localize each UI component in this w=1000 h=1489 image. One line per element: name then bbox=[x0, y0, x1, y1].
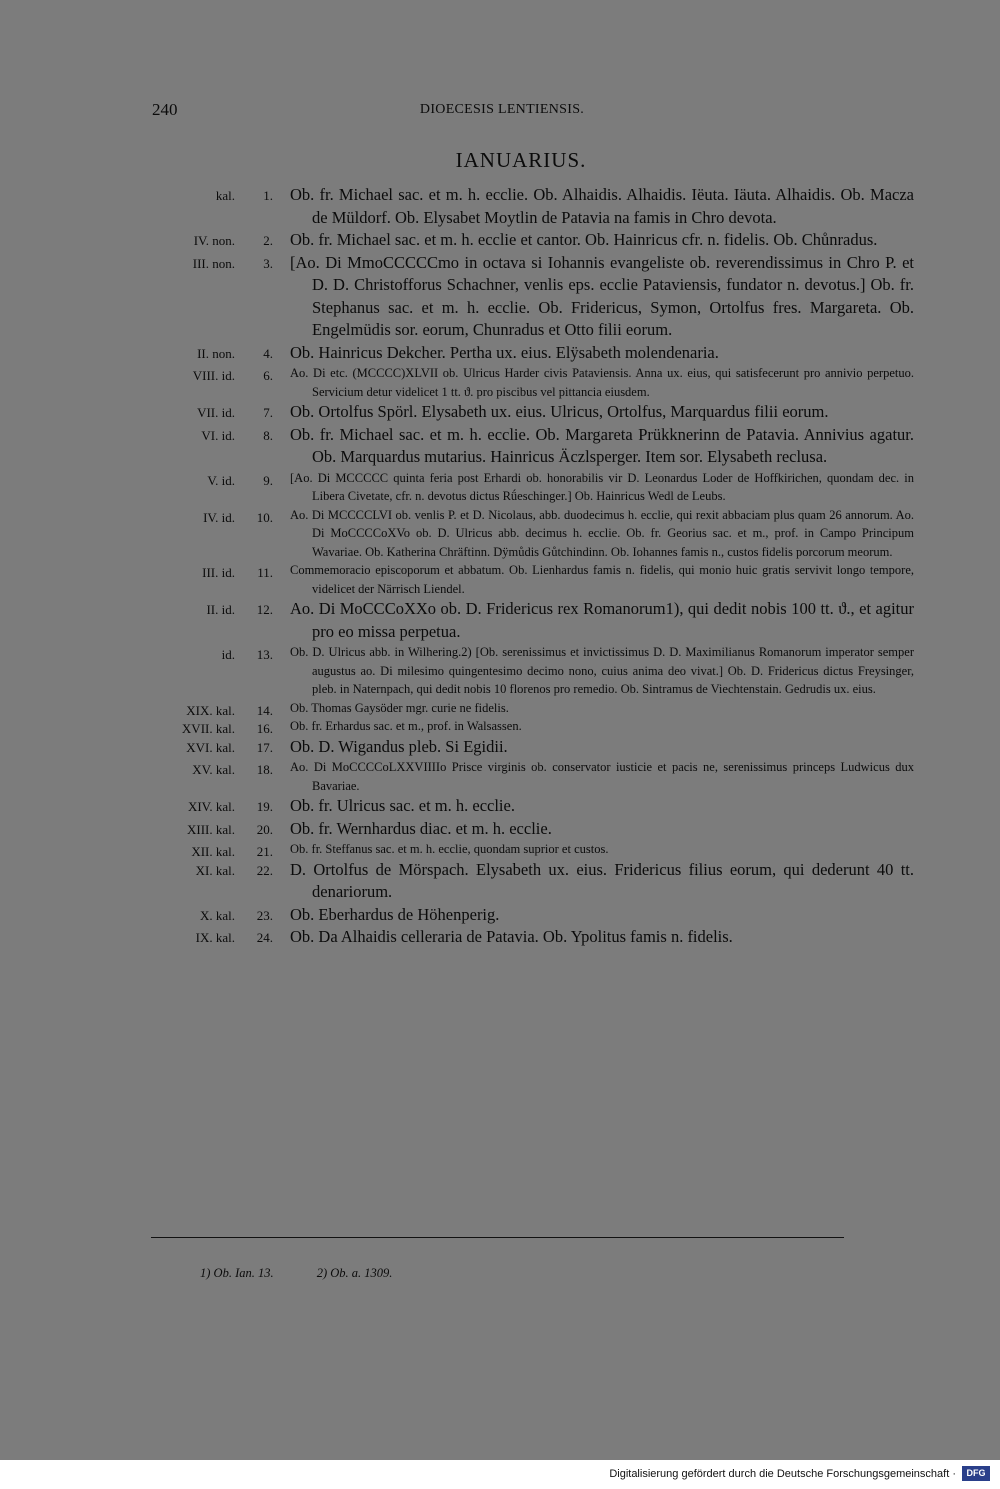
entry-date: X. kal. bbox=[199, 907, 235, 923]
entry-day-number: 18. bbox=[256, 762, 273, 777]
entry-day-number: 14. bbox=[256, 702, 273, 718]
entry-text: Ob. Eberhardus de Höhenperig. bbox=[290, 904, 500, 924]
entry-date: IV. non. bbox=[193, 233, 235, 248]
calendar-entry bbox=[0, 424, 1000, 469]
entry-date: XIV. kal. bbox=[187, 799, 235, 814]
calendar-entry bbox=[0, 229, 1000, 252]
running-title: DIOECESIS LENTIENSIS. bbox=[419, 102, 585, 117]
footnote-1: 1) Ob. Ian. 13. bbox=[200, 1266, 274, 1280]
entry-text: Ob. Thomas Gaysöder mgr. curie ne fidelis. bbox=[290, 700, 509, 715]
entry-date: VII. id. bbox=[197, 405, 235, 420]
month-title: IANUARIUS. bbox=[455, 148, 587, 172]
entry-text: Ob. fr. Erhardus sac. et m., prof. in Walsassen. bbox=[290, 719, 522, 733]
entry-day-number: 4. bbox=[263, 345, 273, 361]
entry-date: XI. kal. bbox=[195, 862, 235, 878]
entry-date: II. id. bbox=[206, 602, 235, 617]
entry-day-number: 6. bbox=[263, 368, 273, 383]
calendar-entry bbox=[0, 364, 1000, 401]
entry-day-number: 13. bbox=[256, 647, 273, 662]
entry-day-number: 10. bbox=[256, 509, 273, 525]
dfg-logo-icon[interactable]: DFG bbox=[962, 1466, 990, 1481]
entry-text: Ob. Ortolfus Spörl. Elysabeth ux. eius. Ulricus, Ortolfus, Marquardus filii eorum. bbox=[290, 402, 829, 421]
entry-day-number: 21. bbox=[256, 844, 273, 859]
entry-date: VI. id. bbox=[201, 427, 235, 443]
entry-day-number: 22. bbox=[256, 862, 273, 878]
entry-text: [Ao. Di MCCCCC quinta feria post Erhardi ob. honorabilis vir D. Leonardus Loder de Hoffkirichen, quondam dec. in Libera Civetate, cfr. n. devotus dictus Rǘeschinger.] Ob. Hainricus Wedl de Leubs. bbox=[290, 470, 914, 503]
entry-day-number: 3. bbox=[263, 255, 273, 271]
footnote-2: 2) Ob. a. 1309. bbox=[316, 1266, 393, 1280]
obituary-list bbox=[0, 184, 1000, 949]
entry-day-number: 19. bbox=[256, 799, 273, 814]
calendar-entry bbox=[0, 818, 1000, 841]
entry-day-number: 17. bbox=[256, 739, 273, 755]
calendar-entry bbox=[0, 506, 1000, 562]
funding-credit-link[interactable]: Digitalisierung gefördert durch die Deutsche Forschungsgemeinschaft · bbox=[609, 1468, 956, 1480]
entry-date: IV. id. bbox=[203, 509, 235, 525]
entry-date: II. non. bbox=[197, 345, 235, 361]
entry-day-number: 24. bbox=[256, 930, 273, 945]
entry-text: Ao. Di MCCCCLVI ob. venlis P. et D. Nicolaus, abb. duodecimus h. ecclie, qui rexit abbaciam plus quam 26 annorum. Ao. Di MoCCCCoXVo ob. D. Ulricus abb. decimus h. ecclie. Ob. fr. Georius sac. et m., prof. in Campo Principum Wavariae. Ob. Katherina Chräftinn. Dÿmůdis Gůtchindinn. Ob. Iohannes famis n., custos fidelis porcorum meorum. bbox=[290, 507, 914, 559]
entry-text: D. Ortolfus de Mörspach. Elysabeth ux. eius. Fridericus filius eorum, qui dederunt 40 tt. denariorum. bbox=[290, 859, 914, 901]
calendar-entry bbox=[0, 859, 1000, 904]
calendar-entry bbox=[0, 643, 1000, 699]
calendar-entry bbox=[0, 401, 1000, 424]
entry-text: Ob. D. Ulricus abb. in Wilhering.2) [Ob. serenissimus et invictissimus D. D. Maximilianus Romanorum imperator semper augustus ao. Di milesimo quingentesimo decimo nono, cuius anima deo vivat.] Ob. D. Fridericus dictus Freysinger, pleb. in Naternpach, qui dedit nobis 10 florenos pro remedio. Ob. Sintramus de Viechtenstain. Gedrudis ux. eius. bbox=[290, 645, 914, 696]
entry-date: IX. kal. bbox=[195, 930, 235, 945]
entry-day-number: 2. bbox=[263, 233, 273, 248]
calendar-entry bbox=[0, 184, 1000, 229]
entry-date: XVI. kal. bbox=[186, 739, 235, 755]
entry-day-number: 7. bbox=[263, 405, 273, 420]
entry-day-number: 20. bbox=[256, 821, 273, 837]
calendar-entry bbox=[0, 926, 1000, 949]
calendar-entry bbox=[0, 342, 1000, 365]
calendar-entry bbox=[0, 598, 1000, 643]
entry-text: Ob. fr. Wernhardus diac. et m. h. ecclie. bbox=[290, 818, 552, 838]
viewer-footer-bar bbox=[0, 1460, 1000, 1489]
entry-text: Ob. fr. Michael sac. et m. h. ecclie. Ob. Alhaidis. Alhaidis. Iëuta. Iäuta. Alhaidis. Ob. Macza de Müldorf. Ob. Elysabet Moytlin de Patavia na famis in Chro devota. bbox=[290, 185, 914, 227]
entry-text: Commemoracio episcoporum et abbatum. Ob. Lienhardus famis n. fidelis, qui monio huic gratis servivit longo tempore, videlicet der Närrisch Liendel. bbox=[290, 563, 914, 596]
calendar-entry bbox=[0, 469, 1000, 506]
calendar-entry bbox=[0, 717, 1000, 736]
calendar-entry bbox=[0, 840, 1000, 859]
entry-date: VIII. id. bbox=[192, 368, 235, 383]
calendar-entry bbox=[0, 795, 1000, 818]
entry-text: Ob. fr. Michael sac. et m. h. ecclie. Ob. Margareta Prükknerinn de Patavia. Annivius agatur. Ob. Marquardus mutarius. Hainricus Äczlsperger. Item sor. Elysabeth reclusa. bbox=[290, 424, 914, 466]
entry-date: XII. kal. bbox=[191, 844, 235, 859]
entry-text: Ob. fr. Ulricus sac. et m. h. ecclie. bbox=[290, 796, 515, 815]
entry-date: XIX. kal. bbox=[186, 702, 235, 718]
calendar-entry bbox=[0, 758, 1000, 795]
footnote-rule bbox=[151, 1237, 844, 1238]
footnotes bbox=[200, 1266, 432, 1281]
entry-text: Ao. Di MoCCCoXXo ob. D. Fridericus rex Romanorum1), qui dedit nobis 100 tt. ϑ., et agitur pro eo missa perpetua. bbox=[290, 599, 914, 641]
calendar-entry bbox=[0, 904, 1000, 927]
page-number: 240 bbox=[152, 100, 178, 119]
entry-text: Ob. Hainricus Dekcher. Pertha ux. eius. Elÿsabeth molendenaria. bbox=[290, 342, 719, 362]
entry-day-number: 1. bbox=[263, 188, 273, 203]
entry-day-number: 11. bbox=[257, 565, 273, 580]
calendar-entry bbox=[0, 736, 1000, 759]
entry-text: Ao. Di MoCCCCoLXXVIIIIo Prisce virginis ob. conservator iusticie et pacis ne, serenissimus princeps Ludwicus dux Bavariae. bbox=[290, 760, 914, 793]
entry-day-number: 16. bbox=[256, 721, 273, 736]
entry-date: kal. bbox=[215, 188, 235, 203]
entry-text: Ao. Di etc. (MCCCC)XLVII ob. Ulricus Harder civis Pataviensis. Anna ux. eius, qui satisfecerunt pro annivio perpetuo. Servicium detur videlicet 1 tt. ϑ. pro piscibus vel pittancia eiusdem. bbox=[290, 366, 914, 399]
entry-day-number: 12. bbox=[256, 602, 273, 617]
calendar-entry bbox=[0, 252, 1000, 342]
entry-text: Ob. fr. Steffanus sac. et m. h. ecclie, quondam suprior et custos. bbox=[290, 842, 609, 856]
entry-day-number: 23. bbox=[256, 907, 273, 923]
entry-text: Ob. Da Alhaidis celleraria de Patavia. Ob. Ypolitus famis n. fidelis. bbox=[290, 927, 733, 946]
entry-day-number: 8. bbox=[263, 427, 273, 443]
calendar-entry bbox=[0, 699, 1000, 718]
entry-date: XIII. kal. bbox=[186, 821, 235, 837]
entry-date: III. non. bbox=[192, 255, 235, 271]
entry-text: [Ao. Di MmoCCCCCmo in octava si Iohannis evangeliste ob. reverendissimus in Chro P. et D. D. Christofforus Schachner, venlis eps. ecclie Pataviensis, fundator n. devotus.] Ob. fr. Stephanus sac. et m. h. ecclie. Ob. Fridericus, Symon, Ortolfus fres. Margareta. Ob. Engelmüdis sor. eorum, Chunradus et Otto filii eorum. bbox=[290, 252, 914, 339]
entry-day-number: 9. bbox=[263, 472, 273, 488]
entry-date: XVII. kal. bbox=[181, 721, 235, 736]
entry-date: XV. kal. bbox=[192, 762, 235, 777]
entry-date: id. bbox=[221, 647, 235, 662]
running-header bbox=[152, 100, 852, 122]
entry-date: III. id. bbox=[202, 565, 235, 580]
entry-text: Ob. D. Wigandus pleb. Si Egidii. bbox=[290, 736, 508, 756]
entry-date: V. id. bbox=[207, 472, 235, 488]
entry-text: Ob. fr. Michael sac. et m. h. ecclie et cantor. Ob. Hainricus cfr. n. fidelis. Ob. Chůnradus. bbox=[290, 230, 878, 249]
calendar-entry bbox=[0, 561, 1000, 598]
